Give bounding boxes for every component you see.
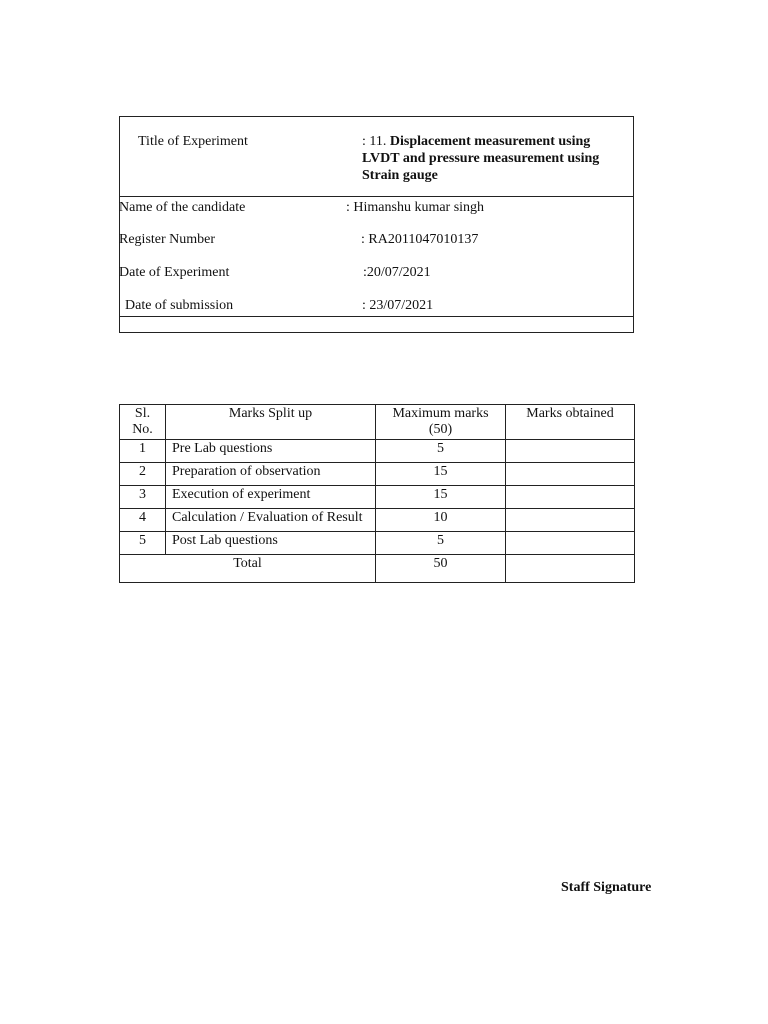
candidate-label: Name of the candidate	[119, 200, 246, 215]
total-label: Total	[120, 555, 376, 583]
cell-sl: 1	[120, 440, 166, 463]
register-value: : RA2011047010137	[361, 232, 479, 247]
info-divider-top	[119, 196, 634, 197]
cell-item: Execution of experiment	[166, 486, 376, 509]
cell-sl: 5	[120, 532, 166, 555]
table-total-row	[120, 555, 635, 583]
title-number: : 11.	[362, 134, 387, 149]
cell-item: Post Lab questions	[166, 532, 376, 555]
table-row	[120, 509, 635, 532]
header-marks-split: Marks Split up	[166, 405, 376, 440]
cell-item: Preparation of observation	[166, 463, 376, 486]
table-row	[120, 463, 635, 486]
cell-obtained	[506, 463, 635, 486]
info-divider-bottom	[119, 316, 634, 317]
header-marks-obtained: Marks obtained	[506, 405, 635, 440]
cell-item: Pre Lab questions	[166, 440, 376, 463]
header-sl-no-line2: No.	[132, 422, 153, 437]
marks-table-header	[120, 405, 635, 440]
cell-item: Calculation / Evaluation of Result	[166, 509, 376, 532]
table-row	[120, 532, 635, 555]
header-max-line2: (50)	[428, 422, 453, 437]
header-max-line1: Maximum marks	[392, 406, 489, 421]
cell-obtained	[506, 532, 635, 555]
candidate-value: : Himanshu kumar singh	[346, 200, 485, 215]
date-submission-value: : 23/07/2021	[362, 298, 434, 313]
header-sl-no	[120, 405, 166, 440]
cell-sl: 2	[120, 463, 166, 486]
staff-signature-label: Staff Signature	[561, 880, 652, 895]
cell-sl: 4	[120, 509, 166, 532]
cell-sl: 3	[120, 486, 166, 509]
title-value-line-1	[362, 133, 590, 150]
cell-obtained	[506, 486, 635, 509]
cell-obtained	[506, 509, 635, 532]
date-experiment-value: :20/07/2021	[363, 265, 431, 280]
cell-max: 5	[376, 440, 506, 463]
title-line-3: Strain gauge	[362, 168, 438, 183]
cell-max: 15	[376, 486, 506, 509]
cell-max: 5	[376, 532, 506, 555]
cell-obtained	[506, 440, 635, 463]
title-line-1: Displacement measurement using	[389, 134, 591, 149]
title-line-2: LVDT and pressure measurement using	[362, 151, 600, 166]
table-row	[120, 486, 635, 509]
register-label: Register Number	[119, 232, 216, 247]
table-row	[120, 440, 635, 463]
total-obtained	[506, 555, 635, 583]
cell-max: 15	[376, 463, 506, 486]
title-label: Title of Experiment	[138, 134, 248, 149]
date-experiment-label: Date of Experiment	[119, 265, 230, 280]
header-sl-no-line1: Sl.	[134, 406, 151, 421]
header-maximum-marks	[376, 405, 506, 440]
cell-max: 10	[376, 509, 506, 532]
total-max: 50	[376, 555, 506, 583]
date-submission-label: Date of submission	[125, 298, 234, 313]
marks-table	[119, 404, 635, 583]
